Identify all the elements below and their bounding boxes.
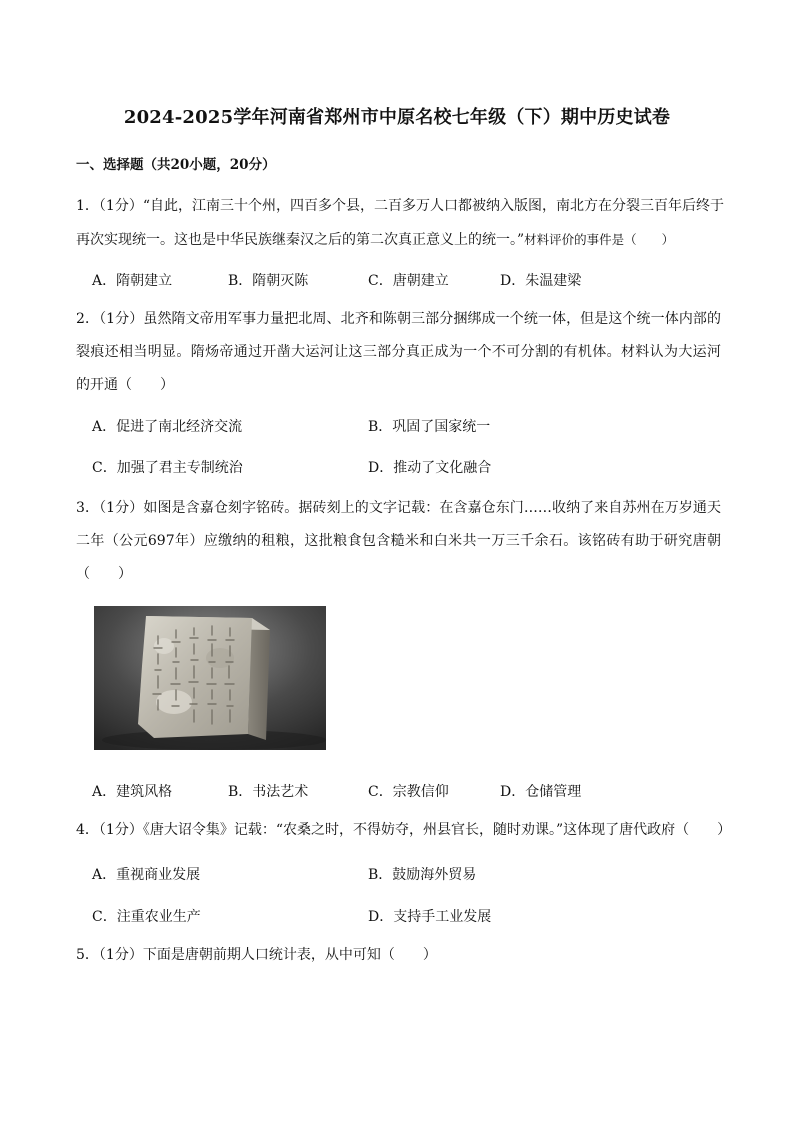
question-2	[76, 303, 721, 402]
question-3-option-a[interactable]: A．建筑风格	[92, 784, 173, 800]
question-1-line-2	[76, 223, 721, 257]
question-1	[76, 190, 724, 257]
question-2-option-b[interactable]: B．巩固了国家统一	[368, 419, 491, 435]
question-4	[76, 814, 732, 847]
question-2-line-1: 2．（1分）虽然隋文帝用军事力量把北周、北齐和陈朝三部分捆绑成一个统一体，但是这个统一体内部的	[76, 311, 721, 327]
question-3-option-b[interactable]: B．书法艺术	[228, 784, 309, 800]
question-4-option-c[interactable]: C．注重农业生产	[92, 909, 201, 925]
question-3-line-1: 3．（1分）如图是含嘉仓刻字铭砖。据砖刻上的文字记载：在含嘉仓东门……收纳了来自苏州在万岁通天	[76, 500, 721, 516]
question-3	[76, 492, 721, 591]
question-1-option-d[interactable]: D．朱温建梁	[500, 273, 582, 289]
question-2-option-c[interactable]: C．加强了君主专制统治	[92, 460, 243, 476]
question-1-line-1: 1．（1分）“自此，江南三十个州，四百多个县，二百多万人口都被纳入版图，南北方在分裂三百年后终于	[76, 198, 724, 214]
page-title: 2024-2025学年河南省郑州市中原名校七年级（下）期中历史试卷	[123, 107, 671, 128]
section-heading: 一、选择题（共20小题，20分）	[76, 157, 276, 173]
question-4-option-b[interactable]: B．鼓励海外贸易	[368, 867, 477, 883]
question-2-option-d[interactable]: D．推动了文化融合	[368, 460, 492, 476]
inscribed-brick-photo	[94, 606, 326, 750]
question-5-line-1: 5．（1分）下面是唐朝前期人口统计表，从中可知（ ）	[76, 947, 437, 963]
question-1-option-a[interactable]: A．隋朝建立	[92, 273, 173, 289]
question-3-line-2: 二年（公元697年）应缴纳的租粮，这批粮食包含糙米和白米共一万三千余石。该铭砖有助于研究唐朝	[76, 533, 721, 549]
question-2-line-2: 裂痕还相当明显。隋炀帝通过开凿大运河让这三部分真正成为一个不可分割的有机体。材料认为大运河	[76, 344, 721, 360]
question-3-line-3: （ ）	[76, 566, 132, 582]
question-1-option-c[interactable]: C．唐朝建立	[368, 273, 449, 289]
question-1-option-b[interactable]: B．隋朝灭陈	[228, 273, 309, 289]
question-3-option-d[interactable]: D．仓储管理	[500, 784, 582, 800]
question-5	[76, 939, 721, 972]
question-3-option-c[interactable]: C．宗教信仰	[368, 784, 449, 800]
question-4-option-a[interactable]: A．重视商业发展	[92, 867, 201, 883]
question-4-line-1: 4．（1分）《唐大诏令集》记载：“农桑之时，不得妨夺，州县官长，随时劝课。”这体现了唐代政府（ ）	[76, 822, 732, 838]
question-2-line-3: 的开通（ ）	[76, 377, 174, 393]
question-1-line-2-text: 再次实现统一。这也是中华民族继秦汉之后的第二次真正意义上的统一。”	[76, 232, 525, 248]
question-2-option-a[interactable]: A．促进了南北经济交流	[92, 419, 243, 435]
question-1-prompt: 材料评价的事件是（ ）	[524, 232, 675, 247]
question-4-option-d[interactable]: D．支持手工业发展	[368, 909, 492, 925]
